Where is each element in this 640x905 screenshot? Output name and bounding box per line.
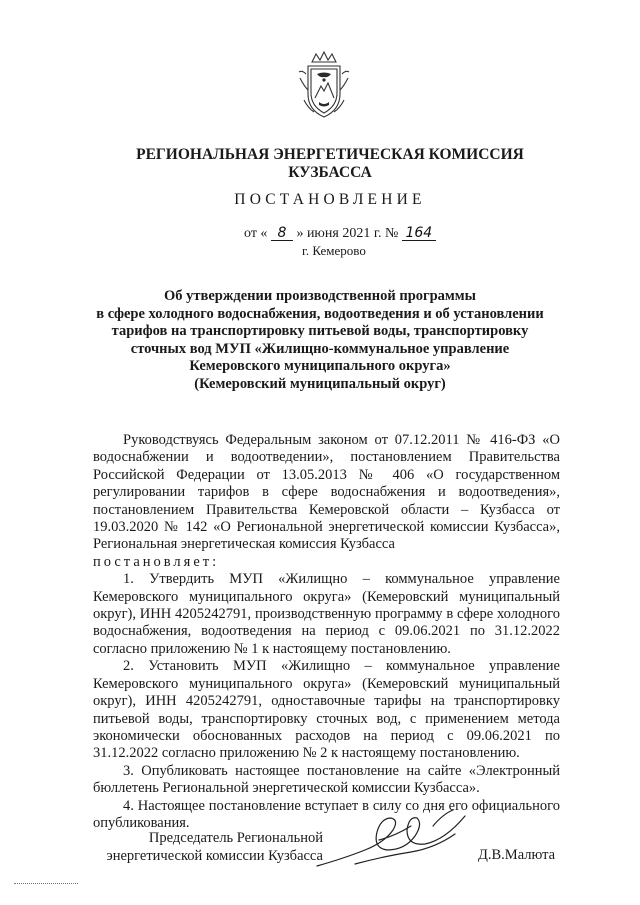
decree-item: 1. Утвердить МУП «Жилищно – коммунальное управление Кемеровского муниципального округа» (Кемеровский муниципальный округ), ИНН 4205242791, производственную программу в сфере холодного водоснабжения, водоотведения на период с 09.06.2021 по 31.12.2022 согласно приложению № 1 к настоящему постановлению. (93, 571, 560, 657)
document-city: г. Кемерово (302, 243, 366, 258)
decree-item: 2. Установить МУП «Жилищно – коммунальное управление Кемеровского муниципального округа» (Кемеровский муниципальный округ), ИНН 4205242791, одноставочные тарифы на транспортировку питьевой воды, транспортировку сточных вод, с применением метода экономически обоснованных расходов на период с 09.06.2021 по 31.12.2022 согласно приложению № 2 к настоящему постановлению. (93, 658, 560, 762)
signatory-title-line1: Председатель Региональной (148, 830, 323, 846)
preamble-text: Руководствуясь Федеральным законом от 07.12.2011 № 416-ФЗ «О водоснабжении и водоотведении», постановлением Правительства Российской Федерации от 13.05.2013 № 406 «О государственном регулировании тарифов в сфере водоснабжения и водоотведения», постановлением Правительства Кемеровской области – Кузбасса от 19.03.2020 № 142 «О Региональной энергетической комиссии Кузбасса», Региональная энергетическая комиссия Кузбасса (93, 432, 560, 553)
title-line: тарифов на транспортировку питьевой воды, транспортировку (111, 323, 529, 339)
signatory-title (93, 829, 323, 865)
document-body (93, 432, 560, 832)
organization-name-line2: КУЗБАССА (288, 164, 372, 181)
document-type: ПОСТАНОВЛЕНИЕ (234, 191, 426, 208)
decree-item: 4. Настоящее постановление вступает в силу со дня его официального опубликования. (93, 797, 560, 831)
title-line: (Кемеровский муниципальный округ) (194, 375, 446, 392)
footer-dotted-line (14, 883, 78, 884)
handwritten-signature (315, 806, 475, 878)
date-middle: » июня 2021 г. № (296, 226, 399, 241)
decree-item: 3. Опубликовать настоящее постановление на сайте «Электронный бюллетень Региональной энергетической комиссии Кузбасса». (93, 762, 560, 797)
handwritten-day: 8 (271, 226, 293, 241)
document-date-line (244, 226, 436, 242)
signatory-name: Д.В.Малюта (478, 847, 556, 863)
title-line: сточных вод МУП «Жилищно-коммунальное управление (130, 340, 510, 357)
preamble-paragraph (93, 432, 560, 571)
title-line: Об утверждении производственной программы (164, 288, 476, 304)
decree-word: постановляет: (93, 553, 220, 570)
handwritten-number: 164 (402, 226, 436, 241)
coat-of-arms-emblem (298, 50, 350, 120)
date-prefix: от « (244, 226, 268, 241)
title-line: Кемеровского муниципального округа» (189, 358, 451, 374)
signatory-title-line2: энергетической комиссии Кузбасса (106, 848, 323, 864)
document-title (90, 288, 550, 393)
organization-name-line1: РЕГИОНАЛЬНАЯ ЭНЕРГЕТИЧЕСКАЯ КОМИССИЯ (136, 146, 524, 163)
title-line: в сфере холодного водоснабжения, водоотведения и об установлении (96, 305, 544, 322)
